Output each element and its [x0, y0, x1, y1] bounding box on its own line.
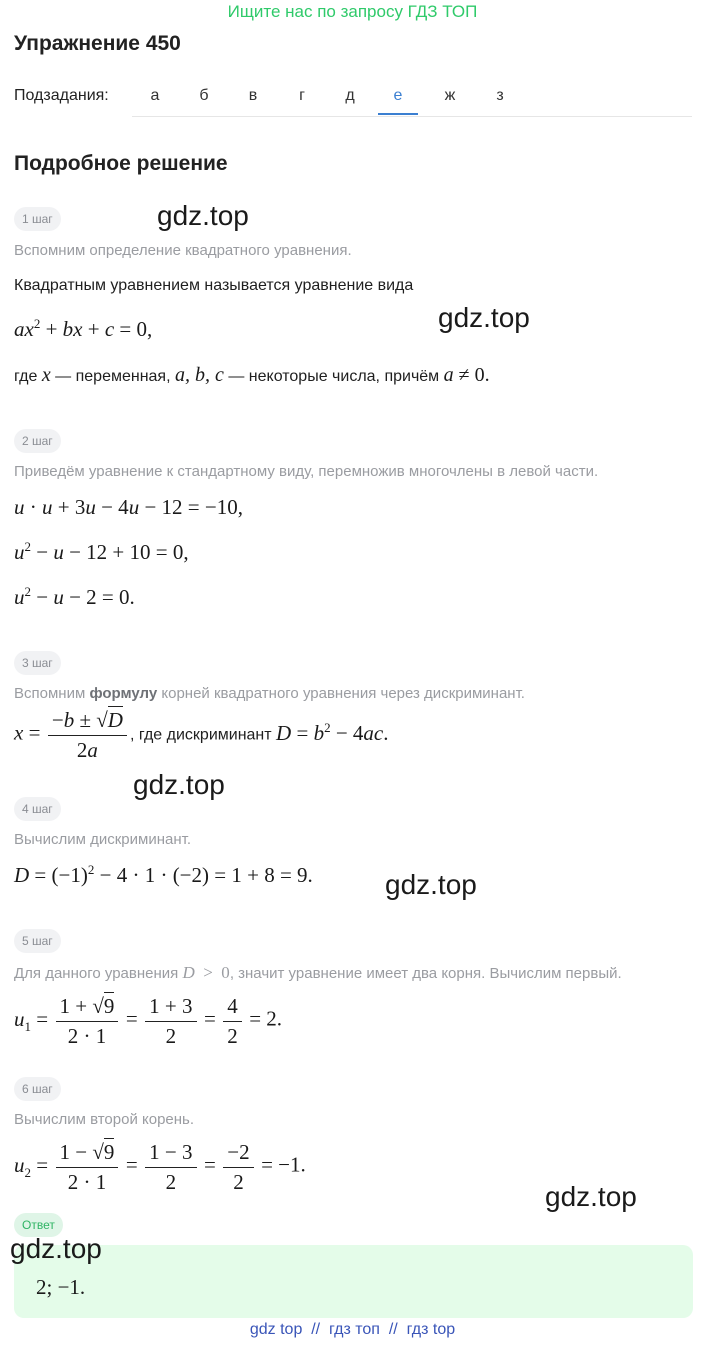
- math-formula: $u^2 - u - 2 = 0$.: [14, 584, 135, 609]
- answer-box: [14, 1245, 693, 1318]
- tab-e[interactable]: е: [378, 78, 418, 115]
- answer-badge: Ответ: [14, 1213, 63, 1237]
- section-title: Подробное решение: [14, 152, 228, 175]
- footer-links: [0, 1321, 705, 1339]
- footer-link[interactable]: гдз top: [406, 1321, 456, 1338]
- step-badge: 3 шаг: [14, 651, 61, 675]
- math-formula: $u^2 - u - 12 + 10 = 0$,: [14, 539, 189, 564]
- math-formula: $ax^2$ + bx + c = 0,: [14, 316, 153, 341]
- step-badge: 1 шаг: [14, 207, 61, 231]
- footer-separator: //: [388, 1321, 398, 1338]
- subtasks-label: Подзадания:: [14, 87, 109, 104]
- step-hint: Для данного уравнения D > 0, значит уравнение имеет два корня. Вычислим первый.: [14, 963, 622, 982]
- tab-v[interactable]: в: [248, 87, 258, 104]
- math-formula: u · u + 3u − 4u − 12 = −10,: [14, 495, 243, 519]
- search-banner: Ищите нас по запросу ГДЗ ТОП: [227, 2, 478, 21]
- step-badge: 4 шаг: [14, 797, 61, 821]
- step-badge: 2 шаг: [14, 429, 61, 453]
- step-text: Квадратным уравнением называется уравнение вида: [14, 277, 414, 294]
- tab-g[interactable]: г: [299, 87, 305, 104]
- step-hint: Вычислим второй корень.: [14, 1111, 195, 1128]
- step-hint: Приведём уравнение к стандартному виду, перемножив многочлены в левой части.: [14, 463, 599, 480]
- watermark: gdz.top: [385, 869, 477, 900]
- math-formula: $D = (-1)^2 - 4 \cdot 1 \cdot (-2) = 1 + 8 = 9$.: [14, 862, 313, 887]
- step-badge: 5 шаг: [14, 929, 61, 953]
- tab-b[interactable]: б: [199, 87, 209, 104]
- math-formula: $u_1$ = $\frac{1 + √9}{2 \cdot 1}$ = $\frac{1 + 3}{2}$ = $\frac{4}{2}$ = 2.: [14, 994, 283, 1048]
- answer-value: 2; −1.: [36, 1275, 86, 1299]
- math-formula: $u_2$ = $\frac{1 - √9}{2 \cdot 1}$ = $\frac{1 - 3}{2}$ = $\frac{-2}{2}$ = −1.: [14, 1140, 306, 1194]
- watermark: gdz.top: [10, 1233, 102, 1264]
- watermark: gdz.top: [438, 302, 530, 333]
- watermark: gdz.top: [545, 1181, 637, 1212]
- step-badge: 6 шаг: [14, 1077, 61, 1101]
- tab-a[interactable]: а: [150, 87, 160, 104]
- footer-separator: //: [311, 1321, 321, 1338]
- watermark: gdz.top: [157, 200, 249, 231]
- step-hint: Вспомним определение квадратного уравнения.: [14, 242, 352, 259]
- footer-link[interactable]: гдз топ: [329, 1321, 380, 1338]
- footer-link[interactable]: gdz top: [249, 1321, 303, 1338]
- tab-z[interactable]: з: [496, 87, 504, 104]
- step-hint: Вычислим дискриминант.: [14, 831, 191, 848]
- step-text: где x — переменная, a, b, c — некоторые числа, причём a ≠ 0.: [14, 364, 490, 386]
- subtask-tabs: [132, 78, 692, 117]
- math-formula: x = $\frac{-b \pm √D}{2a}$ , где дискриминант $D = b^2 - 4ac$.: [14, 708, 389, 762]
- page-title: Упражнение 450: [14, 32, 181, 55]
- tab-d[interactable]: д: [345, 87, 355, 104]
- step-hint: Вспомним формулу корней квадратного уравнения через дискриминант.: [14, 685, 525, 702]
- watermark: gdz.top: [133, 769, 225, 800]
- tab-zh[interactable]: ж: [444, 87, 456, 104]
